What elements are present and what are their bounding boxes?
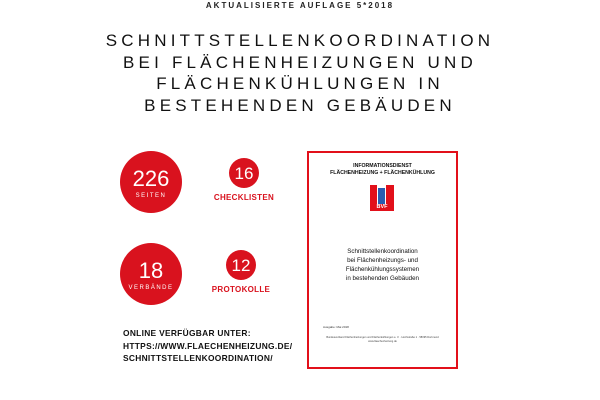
online-url-line-2[interactable]: SCHNITTSTELLENKOORDINATION/ bbox=[123, 353, 273, 363]
pages-circle bbox=[120, 151, 182, 213]
document-cover bbox=[307, 151, 458, 369]
bvf-logo bbox=[370, 185, 394, 211]
protocols-circle bbox=[226, 250, 256, 280]
document-date: Ausgabe: Mai 2018 bbox=[323, 325, 349, 329]
title-line-4: BESTEHENDEN GEBÄUDEN bbox=[144, 95, 456, 115]
checklists-count: 16 bbox=[234, 163, 254, 183]
document-footer bbox=[309, 336, 456, 344]
pages-label: SEITEN bbox=[135, 192, 167, 199]
page-title bbox=[0, 30, 600, 116]
pages-count: 226 bbox=[132, 165, 170, 191]
document-footer-line-2: www.flaechenheizung.de bbox=[368, 340, 397, 343]
associations-circle bbox=[120, 243, 182, 305]
online-heading: ONLINE VERFÜGBAR UNTER: bbox=[123, 328, 251, 338]
document-footer-line-1: Bundesverband Flächenheizungen und Flächenkühlungen e. V. · Hochstraße 1 · 58095 Dortmund bbox=[326, 336, 439, 339]
online-availability bbox=[123, 327, 292, 365]
title-line-3: FLÄCHENKÜHLUNGEN IN bbox=[156, 74, 444, 93]
document-title-line-4: in bestehenden Gebäuden bbox=[346, 275, 419, 282]
title-line-2: BEI FLÄCHENHEIZUNGEN UND bbox=[123, 52, 477, 72]
document-header-line-2: FLÄCHENHEIZUNG + FLÄCHENKÜHLUNG bbox=[330, 170, 435, 176]
bvf-logo-text: BVF bbox=[370, 204, 394, 211]
document-title bbox=[309, 247, 456, 283]
associations-count: 18 bbox=[138, 257, 164, 283]
document-title-line-2: bei Flächenheizungs- und bbox=[347, 257, 418, 264]
document-header bbox=[309, 163, 456, 177]
document-title-line-3: Flächenkühlungssystemen bbox=[345, 266, 420, 273]
online-url-line-1[interactable]: HTTPS://WWW.FLAECHENHEIZUNG.DE/ bbox=[123, 340, 293, 351]
protocols-label: PROTOKOLLE bbox=[211, 285, 271, 294]
edition-label: AKTUALISIERTE AUFLAGE 5*2018 bbox=[205, 1, 395, 10]
document-header-line-1: INFORMATIONSDIENST bbox=[353, 163, 412, 169]
title-line-1: SCHNITTSTELLENKOORDINATION bbox=[105, 31, 495, 50]
checklists-label: CHECKLISTEN bbox=[213, 193, 275, 202]
associations-label: VERBÄNDE bbox=[128, 284, 174, 291]
document-title-line-1: Schnittstellenkoordination bbox=[347, 248, 418, 255]
checklists-circle bbox=[229, 158, 259, 188]
protocols-count: 12 bbox=[231, 255, 251, 275]
